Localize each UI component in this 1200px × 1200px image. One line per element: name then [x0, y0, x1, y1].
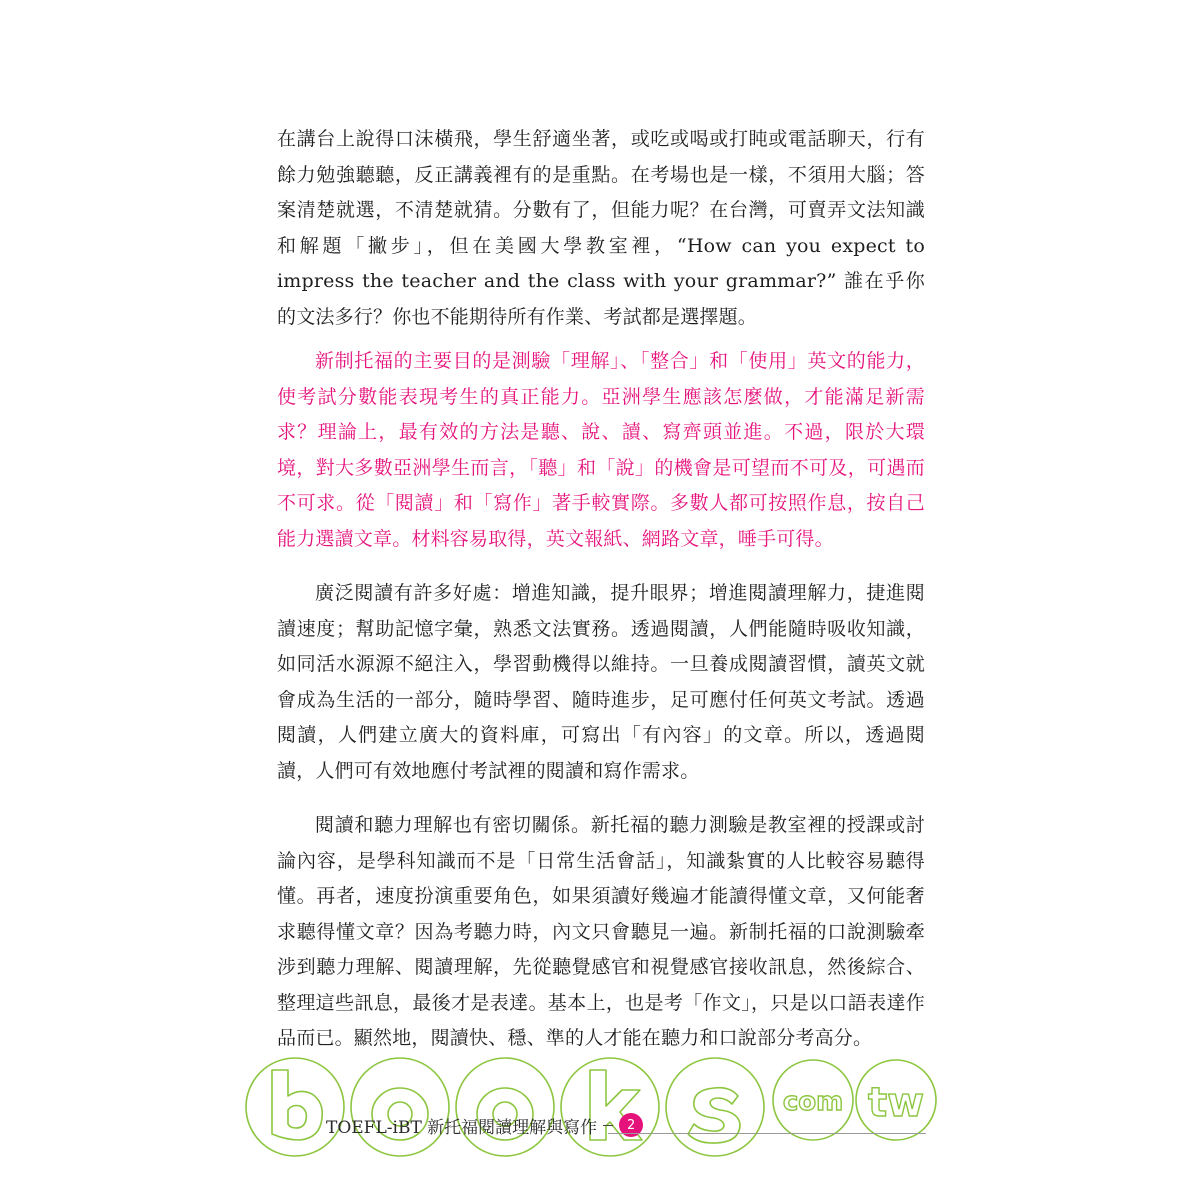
- paragraph-text: 閱讀和聽力理解也有密切關係。新托福的聽力測驗是教室裡的授課或討論內容，是學科知識而不是「日常生活會話」，知識紮實的人比較容易聽得懂。再者，速度扮演重要角色，如果須讀好幾遍才能讀得懂文章，又何能奢求聽得懂文章？因為考聽力時，內文只會聽見一遍。新制托福的口說測驗牽涉到聽力理解、閱讀理解，先從聽覺感官和視覺感官接收訊息，然後綜合、整理這些訊息，最後才是表達。基本上，也是考「作文」，只是以口語表達作品而已。顯然地，閱讀快、穩、準的人才能在聽力和口說部分考高分。: [277, 814, 925, 1049]
- page-footer: [326, 1109, 643, 1141]
- paragraph-2-highlighted: [277, 344, 925, 557]
- paragraph-1: [277, 122, 925, 335]
- paragraph-text: 新制托福的主要目的是測驗「理解」、「整合」和「使用」英文的能力，使考試分數能表現考生的真正能力。亞洲學生應該怎麼做，才能滿足新需求？理論上，最有效的方法是聽、說、讀、寫齊頭並進。不過，限於大環境，對大多數亞洲學生而言，「聽」和「說」的機會是可望而不可及，可遇而不可求。從「閱讀」和「寫作」著手較實際。多數人都可按照作息，按自己能力選讀文章。材料容易取得，英文報紙、網路文章，唾手可得。: [277, 350, 925, 550]
- books-com-tw-watermark: [240, 1052, 940, 1162]
- footer-book-title: TOEFL-iBT 新托福閱讀理解與寫作: [326, 1117, 598, 1138]
- footer-dash: [603, 1125, 613, 1126]
- watermark-com-text: com: [782, 1087, 844, 1117]
- paragraph-4: [277, 808, 925, 1057]
- paragraph-text: 廣泛閱讀有許多好處：增進知識，提升眼界；增進閱讀理解力，捷進閱讀速度；幫助記憶字彙，熟悉文法實務。透過閱讀，人們能隨時吸收知識，如同活水源源不絕注入，學習動機得以維持。一旦養成閱讀習慣，讀英文就會成為生活的一部分，隨時學習、隨時進步，足可應付任何英文考試。透過閱讀，人們建立廣大的資料庫，可寫出「有內容」的文章。所以，透過閱讀，人們可有效地應付考試裡的閱讀和寫作需求。: [277, 582, 925, 782]
- paragraph-3: [277, 576, 925, 789]
- footer-rule: [608, 1133, 926, 1134]
- page-number: 2: [627, 1117, 636, 1133]
- paragraph-text: 在講台上說得口沫橫飛，學生舒適坐著，或吃或喝或打盹或電話聊天，行有餘力勉強聽聽，反正講義裡有的是重點。在考場也是一樣，不須用大腦；答案清楚就選，不清楚就猜。分數有了，但能力呢？在台灣，可賣弄文法知識和解題「撇步」，但在美國大學教室裡，“How can you expect to impress the teacher and the class with your grammar?” 誰在乎你的文法多行？你也不能期待所有作業、考試都是選擇題。: [277, 128, 925, 328]
- watermark-tw-text: tw: [867, 1080, 925, 1126]
